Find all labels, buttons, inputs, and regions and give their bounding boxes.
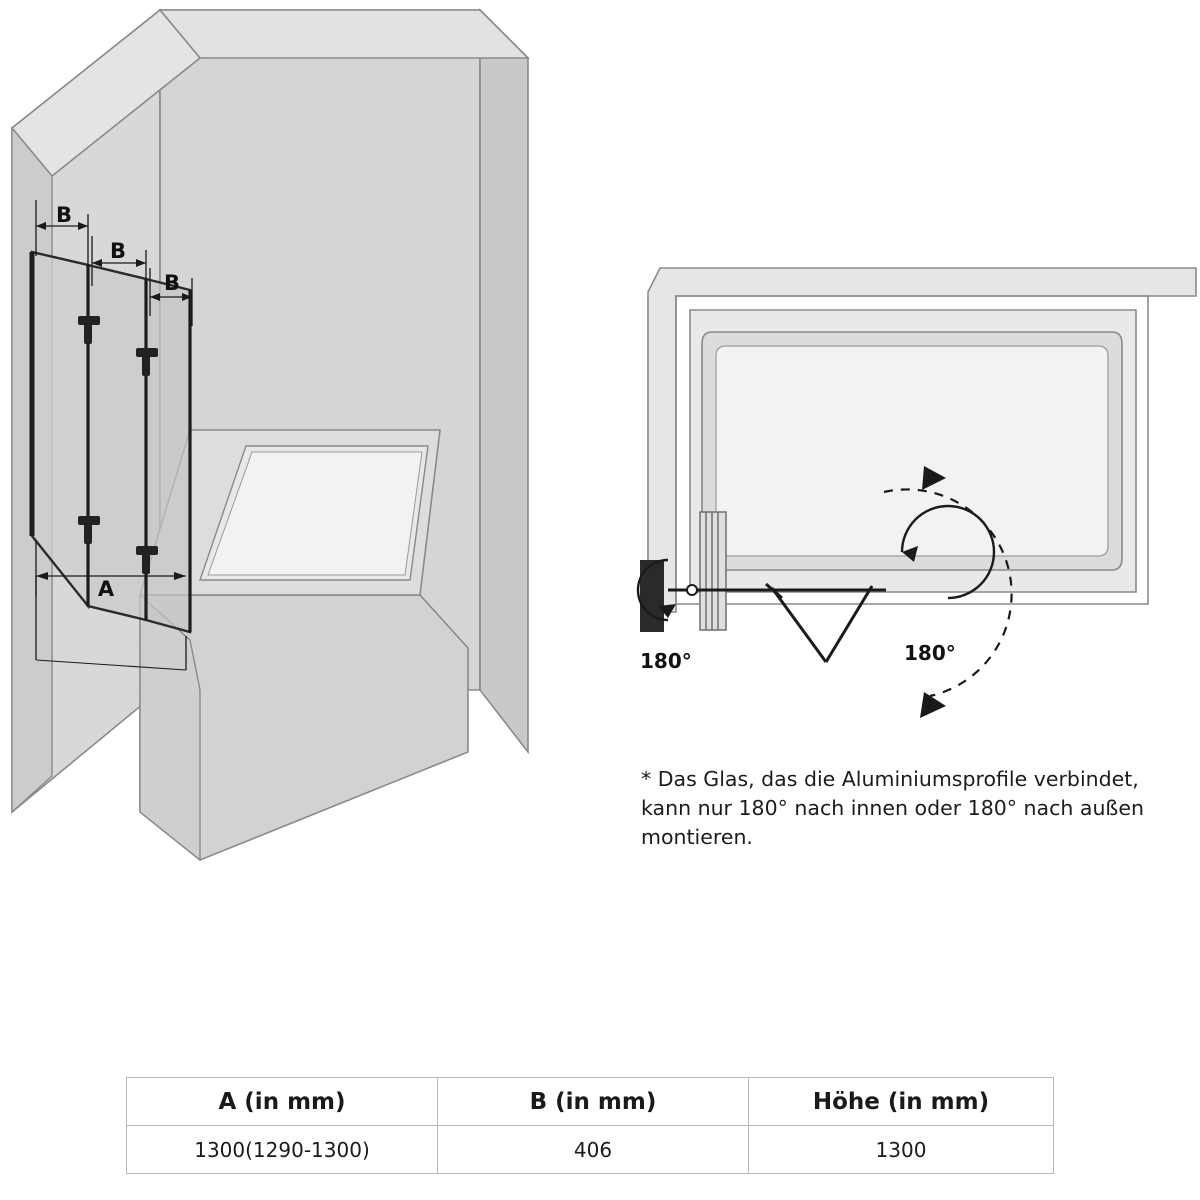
table-header-b: B (in mm) [438, 1078, 749, 1126]
dimension-label-b3: B [163, 271, 181, 295]
table-header-row [127, 1078, 1054, 1126]
dimension-label-b1: B [55, 203, 73, 227]
hinge-block-1b-stem [84, 522, 92, 544]
wall-top-edge [160, 10, 528, 58]
hinge-block-2a-stem [142, 354, 150, 376]
hinge-block-1a-stem [84, 322, 92, 344]
pivot-point [687, 585, 697, 595]
specification-table [126, 1077, 1054, 1174]
table-header-a: A (in mm) [127, 1078, 438, 1126]
table-header-height: Höhe (in mm) [749, 1078, 1054, 1126]
dimension-label-a: A [97, 577, 115, 601]
angle-label-right: 180° [904, 641, 956, 665]
dimension-label-b2: B [109, 239, 127, 263]
right-view-group [638, 268, 1196, 718]
angle-label-left: 180° [640, 649, 692, 673]
table-cell-height: 1300 [749, 1126, 1054, 1174]
folded-glass-stack [700, 512, 726, 630]
wall-right-edge [480, 10, 528, 752]
left-view-group [12, 10, 528, 860]
table-cell-a: 1300(1290-1300) [127, 1126, 438, 1174]
table-cell-b: 406 [438, 1126, 749, 1174]
table-row [127, 1126, 1054, 1174]
hinge-block-2b-stem [142, 552, 150, 574]
glass-panel-3 [146, 279, 190, 632]
footnote-text: * Das Glas, das die Aluminiumsprofile verbindet, kann nur 180° nach innen oder 180° nach außen montieren. [641, 767, 1144, 849]
folded-leaf-v [766, 584, 872, 662]
